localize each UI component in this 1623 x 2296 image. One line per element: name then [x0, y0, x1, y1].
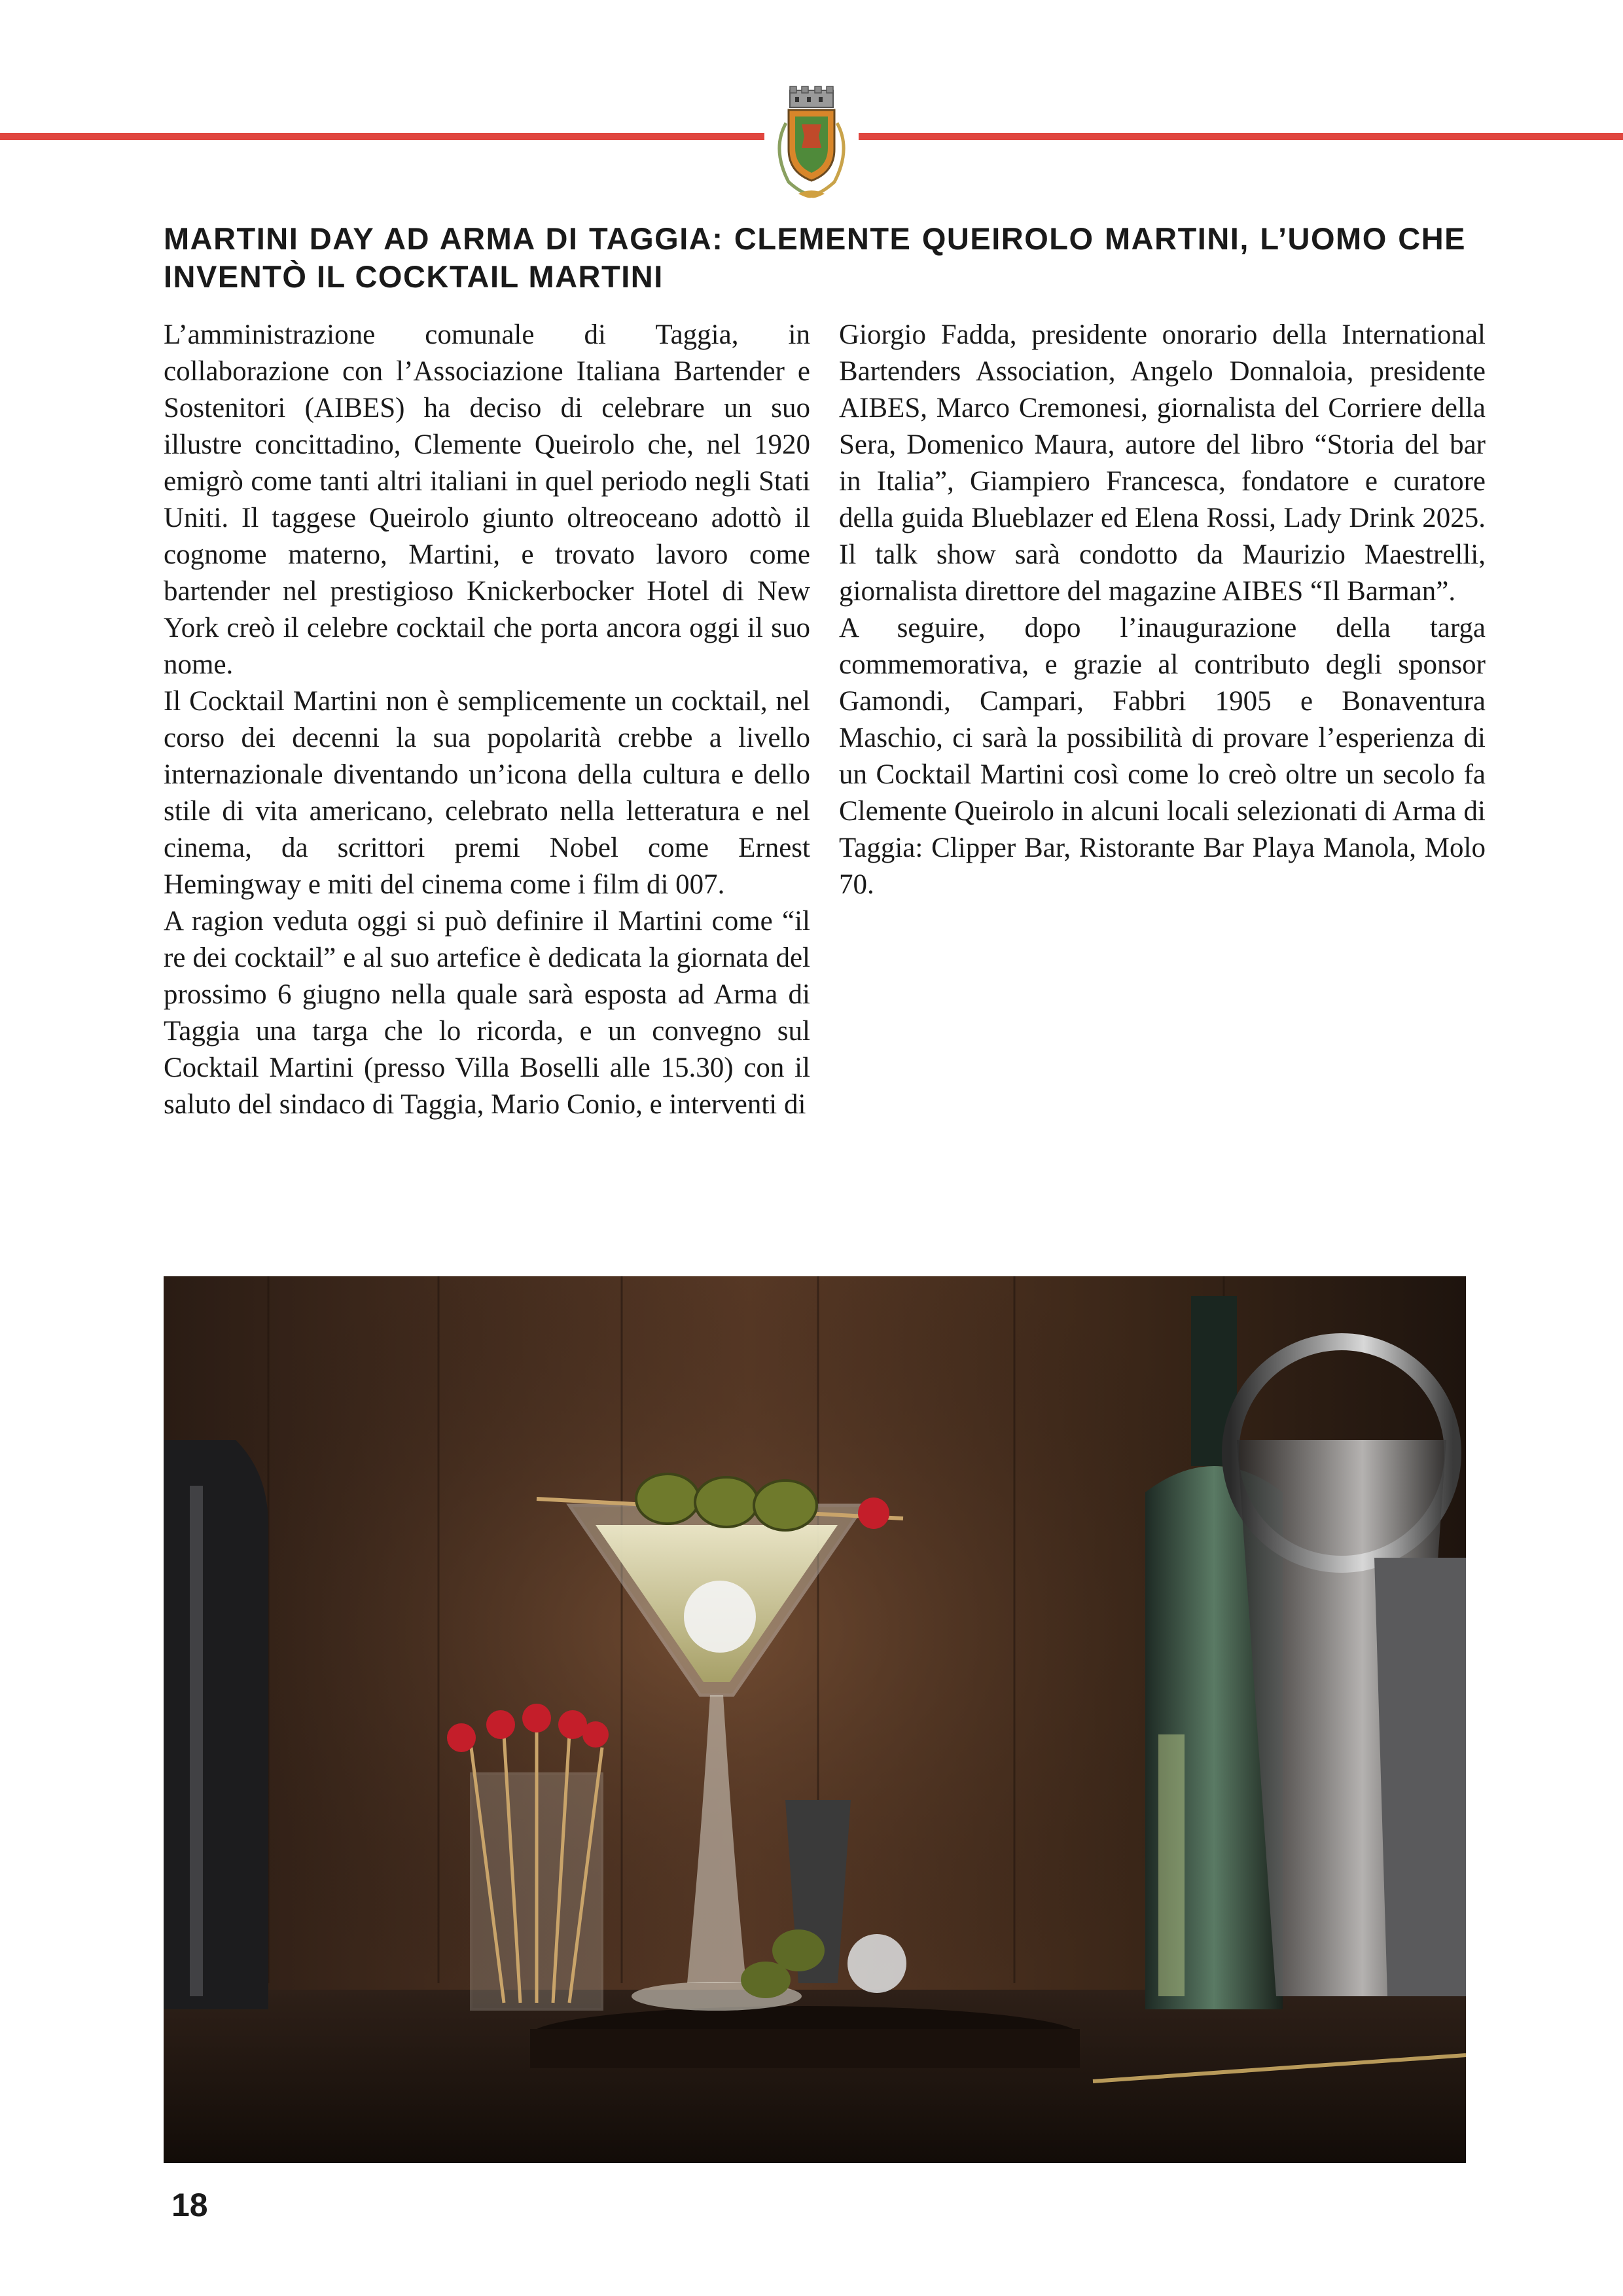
municipal-coat-of-arms-icon — [762, 84, 861, 202]
article-title: MARTINI DAY AD ARMA DI TAGGIA: CLEMENTE QUEIROLO MARTINI, L’UOMO CHE INVENTÒ IL COCKTAIL MARTINI — [164, 221, 1466, 294]
paragraph: A seguire, dopo l’inaugurazione della targa commemorativa, e grazie al contributo degli sponsor Gamondi, Campari, Fabbri 1905 e Bonaventura Maschio, ci sarà la possibilità di provare l’esperienza di un Cocktail Martini così come lo creò oltre un secolo fa Clemente Queirolo in alcuni locali selezionati di Arma di Taggia: Clipper Bar, Ristorante Bar Playa Manola, Molo 70. — [839, 613, 1486, 900]
header-rule-right — [859, 133, 1623, 140]
paragraph: Giorgio Fadda, presidente onorario della International Bartenders Association, Angelo Donnaloia, presidente AIBES, Marco Cremonesi, giornalista del Corriere della Sera, Domenico Maura, autore del libro “Storia del bar in Italia”, Giampiero Francesca, fondatore e curatore della guida Blueblazer ed Elena Rossi, Lady Drink 2025. Il talk show sarà condotto da Maurizio Maestrelli, giornalista direttore del magazine AIBES “Il Barman”. — [839, 319, 1486, 607]
article-right-column — [839, 317, 1486, 903]
header-rule-left — [0, 133, 764, 140]
article-left-column — [164, 317, 810, 1123]
page-number: 18 — [171, 2187, 208, 2223]
paragraph: A ragion veduta oggi si può definire il Martini come “il re dei cocktail” e al suo artefice è dedicata la giornata del prossimo 6 giugno nella quale sarà esposta ad Arma di Taggia una targa che lo ricorda, e un convegno sul Cocktail Martini (presso Villa Boselli alle 15.30) con il saluto del sindaco di Taggia, Mario Conio, e interventi di — [164, 906, 810, 1120]
paragraph: Il Cocktail Martini non è semplicemente un cocktail, nel corso dei decenni la sua popolarità crebbe a livello internazionale diventando un’icona della cultura e dello stile di vita americano, celebrato nella letteratura e nel cinema, da scrittori premi Nobel come Ernest Hemingway e miti del cinema come i film di 007. — [164, 686, 810, 900]
paragraph: L’amministrazione comunale di Taggia, in collaborazione con l’Associazione Italiana Bartender e Sostenitori (AIBES) ha deciso di celebrare un suo illustre concittadino, Clemente Queirolo che, nel 1920 emigrò come tanti altri italiani in quel periodo negli Stati Uniti. Il taggese Queirolo giunto oltreoceano adottò il cognome materno, Martini, e trovato lavoro come bartender nel prestigioso Knickerbocker Hotel di New York creò il celebre cocktail che porta ancora oggi il suo nome. — [164, 319, 810, 680]
martini-cocktail-photo — [164, 1276, 1466, 2163]
